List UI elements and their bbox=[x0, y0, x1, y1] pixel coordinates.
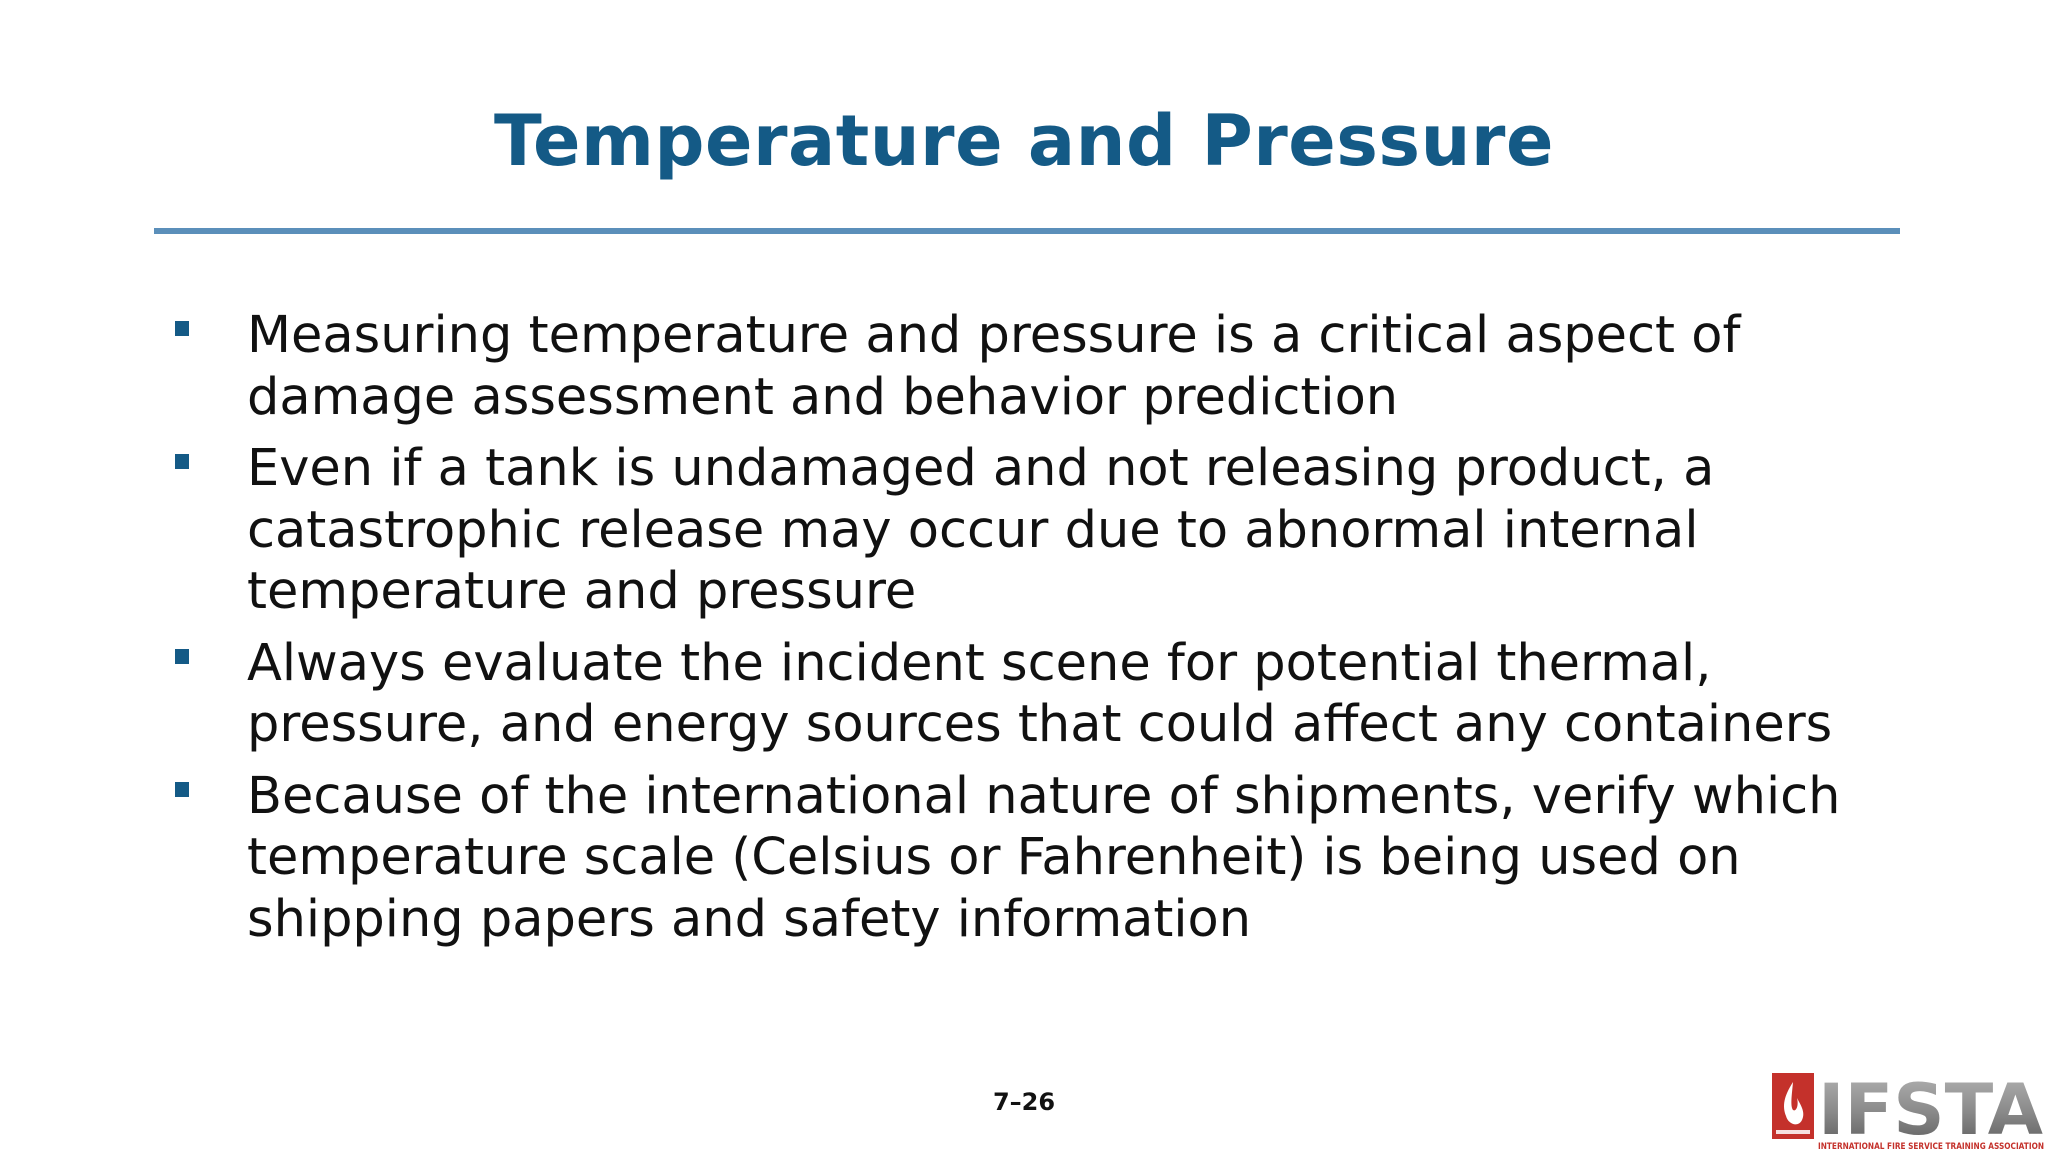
bullet-text: Because of the international nature of shipments, verify which temperature scale (Celsius or Fahrenheit) is being used on shipping papers and safety information bbox=[247, 766, 1841, 949]
flame-icon bbox=[1772, 1073, 1814, 1139]
bullet-text: Even if a tank is undamaged and not releasing product, a catastrophic release may occur due to abnormal internal temperature and pressure bbox=[247, 439, 1715, 621]
ifsta-logo-graphic bbox=[1770, 1070, 2048, 1152]
square-bullet-icon bbox=[175, 782, 189, 797]
bullet-item bbox=[170, 633, 1870, 756]
slide-title: Temperature and Pressure bbox=[494, 100, 1554, 182]
bullet-item bbox=[170, 438, 1870, 623]
bullet-list bbox=[170, 305, 1870, 960]
bullet-item bbox=[170, 305, 1870, 428]
square-bullet-icon bbox=[175, 649, 189, 664]
bullet-item bbox=[170, 766, 1870, 951]
logo-wordmark: IFSTA bbox=[1818, 1070, 2043, 1151]
title-divider bbox=[154, 228, 1900, 234]
square-bullet-icon bbox=[175, 454, 189, 469]
square-bullet-icon bbox=[175, 321, 189, 336]
logo-tagline: INTERNATIONAL FIRE SERVICE TRAINING ASSOCIATION bbox=[1818, 1142, 2044, 1152]
page-number: 7–26 bbox=[992, 1088, 1056, 1116]
bullet-text: Always evaluate the incident scene for potential thermal, pressure, and energy sources that could affect any containers bbox=[247, 633, 1833, 754]
bullet-text: Measuring temperature and pressure is a critical aspect of damage assessment and behavior prediction bbox=[247, 306, 1741, 427]
ifsta-logo bbox=[1770, 1070, 2048, 1152]
